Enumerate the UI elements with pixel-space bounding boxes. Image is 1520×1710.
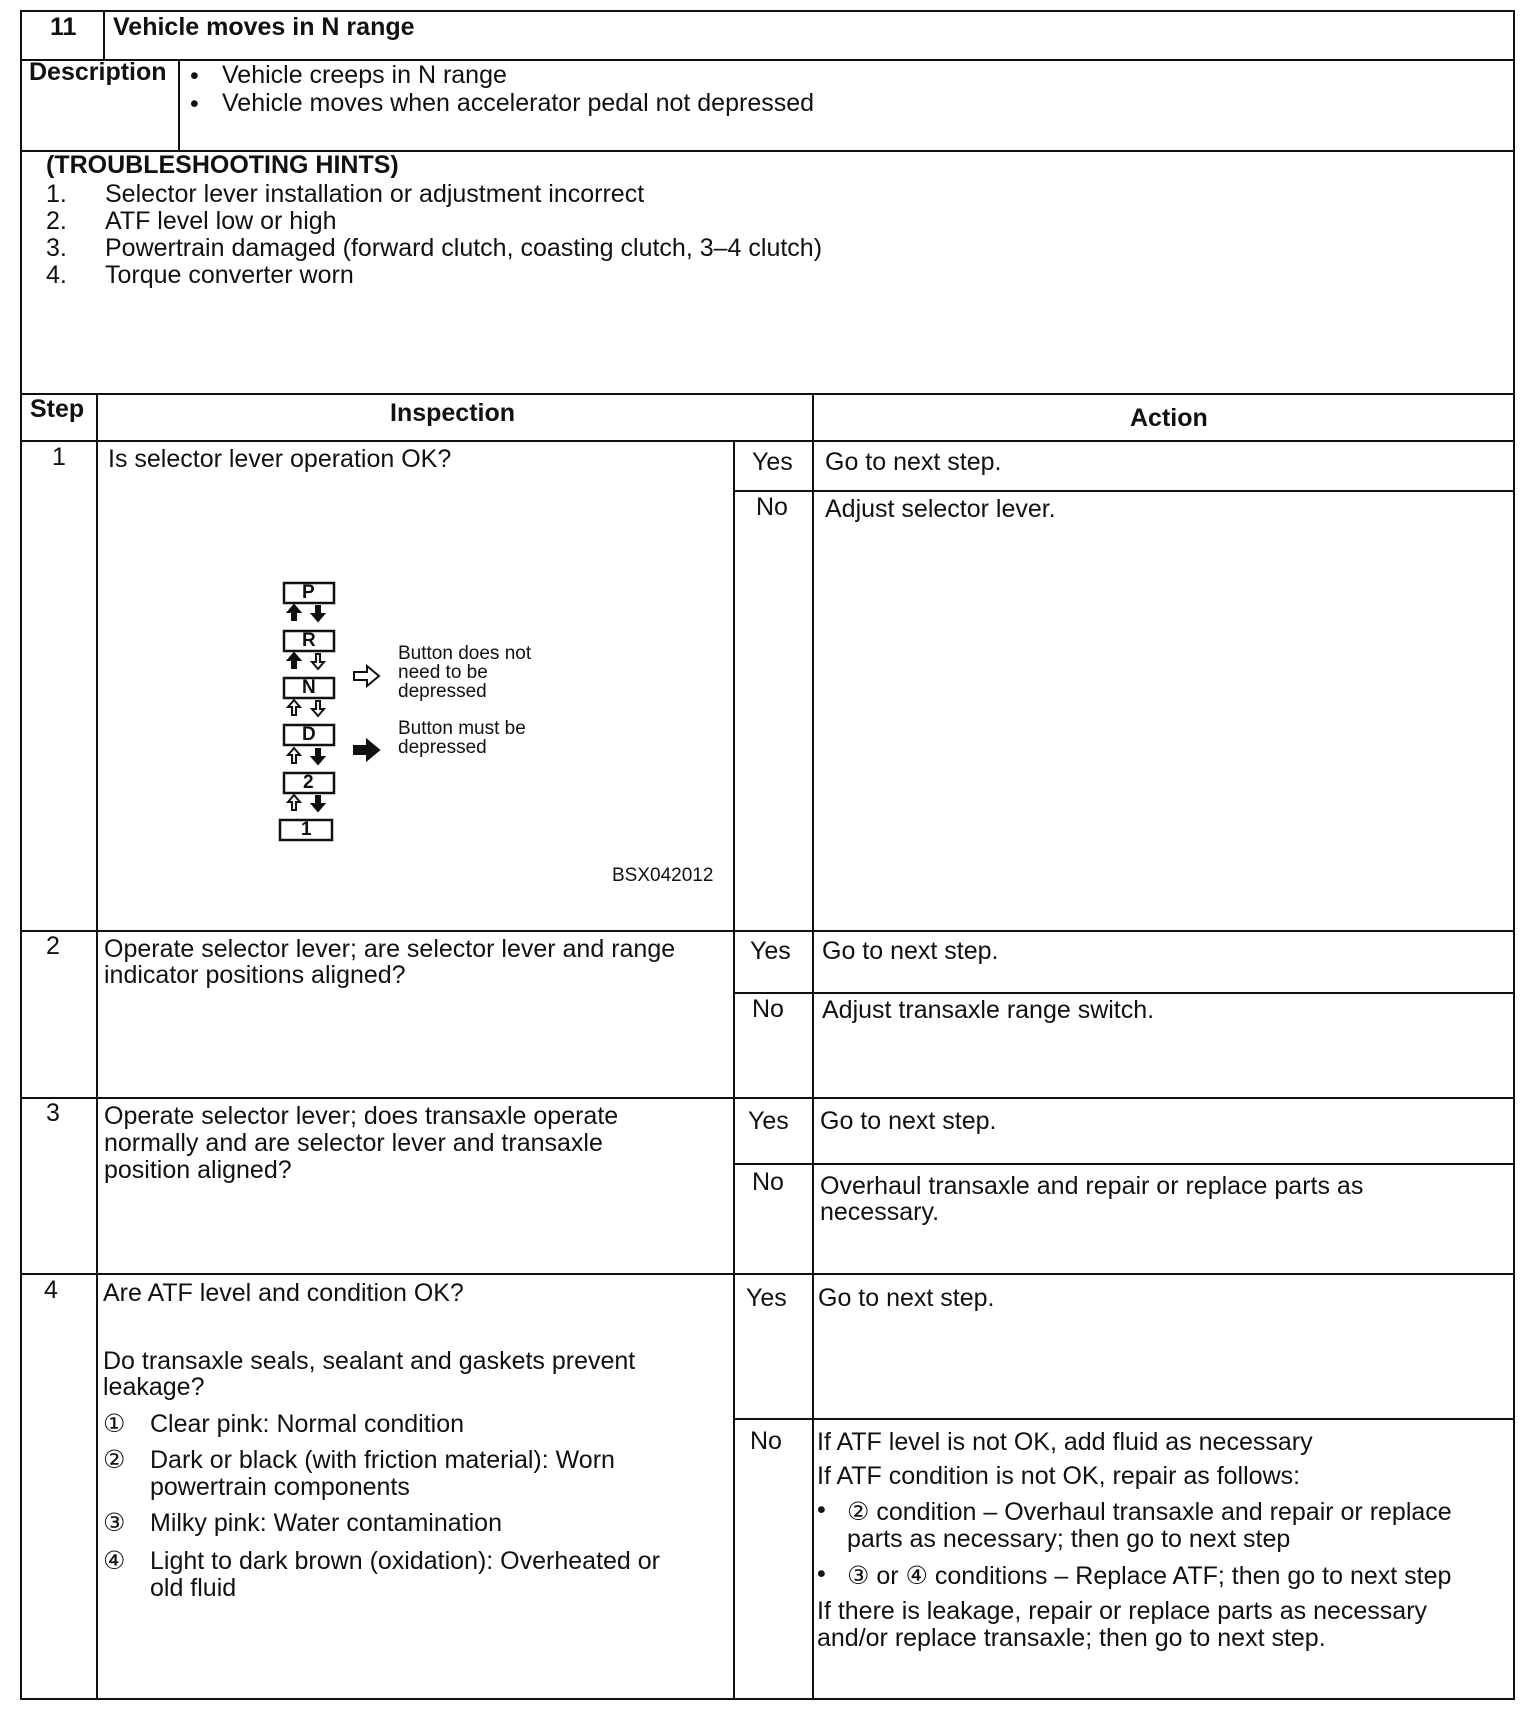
condition-text: old fluid <box>150 1574 237 1602</box>
yes-label: Yes <box>748 1107 789 1135</box>
step-inspection: Operate selector lever; does transaxle operate <box>104 1102 619 1130</box>
condition-text: Dark or black (with friction material): Worn <box>150 1446 615 1474</box>
step-inspection: Operate selector lever; are selector lever and range <box>104 935 676 963</box>
step-number: 2 <box>46 932 60 960</box>
no-label: No <box>756 493 788 521</box>
step-inspection: position aligned? <box>104 1156 292 1184</box>
condition-text: Light to dark brown (oxidation): Overheated or <box>150 1547 660 1575</box>
step-inspection: leakage? <box>103 1373 205 1401</box>
page-title: Vehicle moves in N range <box>113 13 415 41</box>
column-header-inspection: Inspection <box>390 399 516 427</box>
hints-title: (TROUBLESHOOTING HINTS) <box>46 151 399 179</box>
hint-text: Torque converter worn <box>105 261 354 289</box>
condition-marker: ③ <box>103 1509 126 1537</box>
selector-lever-diagram <box>270 580 600 850</box>
bullet-marker: • <box>190 90 199 118</box>
no-label: No <box>752 995 784 1023</box>
hint-text: ATF level low or high <box>105 207 337 235</box>
no-action-bullet: ② condition – Overhaul transaxle and repair or replace <box>847 1498 1452 1526</box>
gear-position-n: N <box>302 677 316 698</box>
condition-text: Clear pink: Normal condition <box>150 1410 465 1438</box>
no-action: necessary. <box>820 1198 940 1226</box>
bullet-marker: • <box>817 1560 826 1588</box>
no-action: If ATF level is not OK, add fluid as necessary <box>817 1428 1313 1456</box>
legend-not-depressed: depressed <box>398 681 487 702</box>
no-action: Adjust transaxle range switch. <box>822 996 1155 1024</box>
condition-marker: ① <box>103 1410 126 1438</box>
hint-number: 3. <box>46 234 67 262</box>
yes-label: Yes <box>752 448 793 476</box>
no-action: If there is leakage, repair or replace parts as necessary <box>817 1597 1428 1625</box>
no-action: and/or replace transaxle; then go to next step. <box>817 1624 1326 1652</box>
step-inspection: indicator positions aligned? <box>104 961 406 989</box>
column-header-step: Step <box>30 395 85 423</box>
yes-label: Yes <box>746 1284 787 1312</box>
legend-not-depressed: Button does not <box>398 643 532 664</box>
hint-text: Selector lever installation or adjustment incorrect <box>105 180 645 208</box>
gear-position-1: 1 <box>301 819 312 840</box>
no-action: Overhaul transaxle and repair or replace parts as <box>820 1172 1364 1200</box>
condition-text: Milky pink: Water contamination <box>150 1509 502 1537</box>
no-label: No <box>750 1427 782 1455</box>
hint-number: 4. <box>46 261 67 289</box>
description-bullet: Vehicle moves when accelerator pedal not depressed <box>222 89 815 117</box>
legend-not-depressed: need to be <box>398 662 488 683</box>
gear-position-p: P <box>302 582 315 603</box>
hint-number: 2. <box>46 207 67 235</box>
yes-action: Go to next step. <box>825 448 1002 476</box>
yes-action: Go to next step. <box>820 1107 997 1135</box>
legend-depressed: depressed <box>398 737 487 758</box>
step-inspection: Is selector lever operation OK? <box>108 445 452 473</box>
step-inspection: Do transaxle seals, sealant and gaskets prevent <box>103 1347 636 1375</box>
no-action-bullet: parts as necessary; then go to next step <box>847 1525 1291 1553</box>
description-label: Description <box>29 58 167 86</box>
hint-number: 1. <box>46 180 67 208</box>
step-number: 1 <box>52 443 66 471</box>
column-header-action: Action <box>1130 404 1208 432</box>
bullet-marker: • <box>190 62 199 90</box>
condition-marker: ② <box>103 1446 126 1474</box>
no-action: Adjust selector lever. <box>825 495 1056 523</box>
gear-position-2: 2 <box>303 772 314 793</box>
condition-marker: ④ <box>103 1547 126 1575</box>
yes-action: Go to next step. <box>818 1284 995 1312</box>
figure-code: BSX042012 <box>612 865 714 886</box>
gear-position-d: D <box>302 724 316 745</box>
description-bullet: Vehicle creeps in N range <box>222 61 507 89</box>
step-inspection: normally and are selector lever and transaxle <box>104 1129 603 1157</box>
step-number: 4 <box>44 1276 58 1304</box>
section-number: 11 <box>50 13 77 41</box>
step-inspection: Are ATF level and condition OK? <box>103 1279 464 1307</box>
step-number: 3 <box>46 1099 60 1127</box>
gear-position-r: R <box>302 630 316 651</box>
no-action-bullet: ③ or ④ conditions – Replace ATF; then go to next step <box>847 1562 1452 1590</box>
hint-text: Powertrain damaged (forward clutch, coasting clutch, 3–4 clutch) <box>105 234 823 262</box>
condition-text: powertrain components <box>150 1473 410 1501</box>
yes-label: Yes <box>750 937 791 965</box>
no-label: No <box>752 1168 784 1196</box>
legend-depressed: Button must be <box>398 718 526 739</box>
no-action: If ATF condition is not OK, repair as follows: <box>817 1462 1301 1490</box>
yes-action: Go to next step. <box>822 937 999 965</box>
bullet-marker: • <box>817 1496 826 1524</box>
